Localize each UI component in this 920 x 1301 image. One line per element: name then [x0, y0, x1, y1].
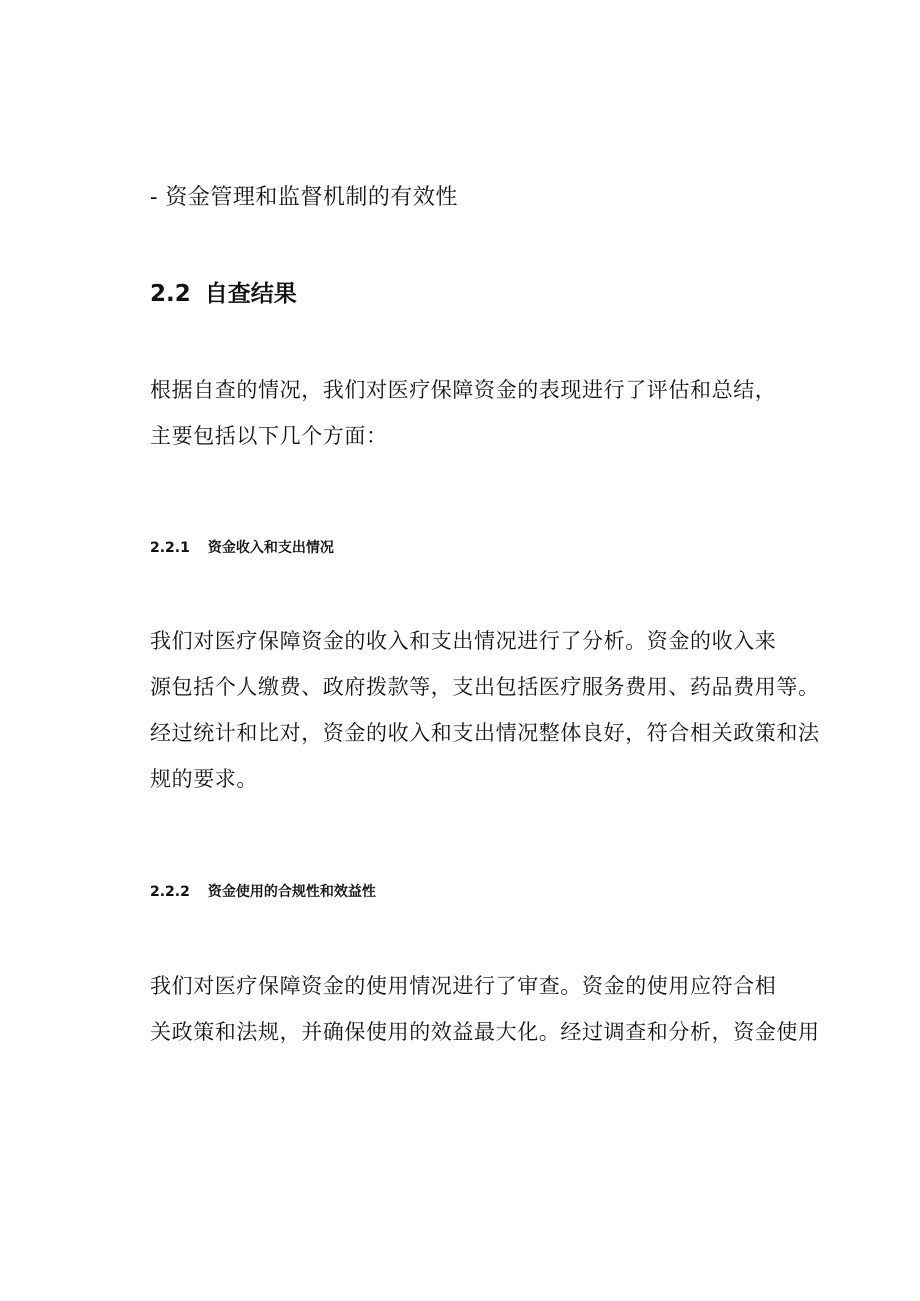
bullet-item: - 资金管理和监督机制的有效性: [150, 185, 458, 210]
subsection-title: 资金使用的合规性和效益性: [207, 884, 376, 900]
paragraph-2-2-1: [150, 618, 830, 802]
subsection-heading-2-2-1: [150, 538, 830, 558]
section-title: 自查结果: [204, 281, 297, 307]
paragraph-line: 源包括个人缴费、政府拨款等，支出包括医疗服务费用、药品费用等。: [150, 675, 820, 699]
intro-paragraph: [150, 367, 830, 459]
subsection-number: 2.2.1: [150, 540, 190, 556]
paragraph-line: 根据自查的情况，我们对医疗保障资金的表现进行了评估和总结，: [150, 378, 777, 402]
paragraph-line: 规的要求。: [150, 767, 258, 791]
subsection-heading-2-2-2: [150, 882, 830, 902]
section-number: 2.2: [150, 281, 191, 307]
section-heading: [150, 278, 830, 310]
subsection-title: 资金收入和支出情况: [207, 540, 334, 556]
paragraph-line: 主要包括以下几个方面：: [150, 424, 388, 448]
paragraph-line: 关政策和法规，并确保使用的效益最大化。经过调查和分析，资金使用: [150, 1020, 820, 1044]
paragraph-2-2-2: [150, 963, 830, 1055]
paragraph-line: 我们对医疗保障资金的收入和支出情况进行了分析。资金的收入来: [150, 629, 777, 653]
subsection-number: 2.2.2: [150, 884, 190, 900]
paragraph-line: 我们对医疗保障资金的使用情况进行了审查。资金的使用应符合相: [150, 974, 777, 998]
paragraph-line: 经过统计和比对，资金的收入和支出情况整体良好，符合相关政策和法: [150, 721, 820, 745]
